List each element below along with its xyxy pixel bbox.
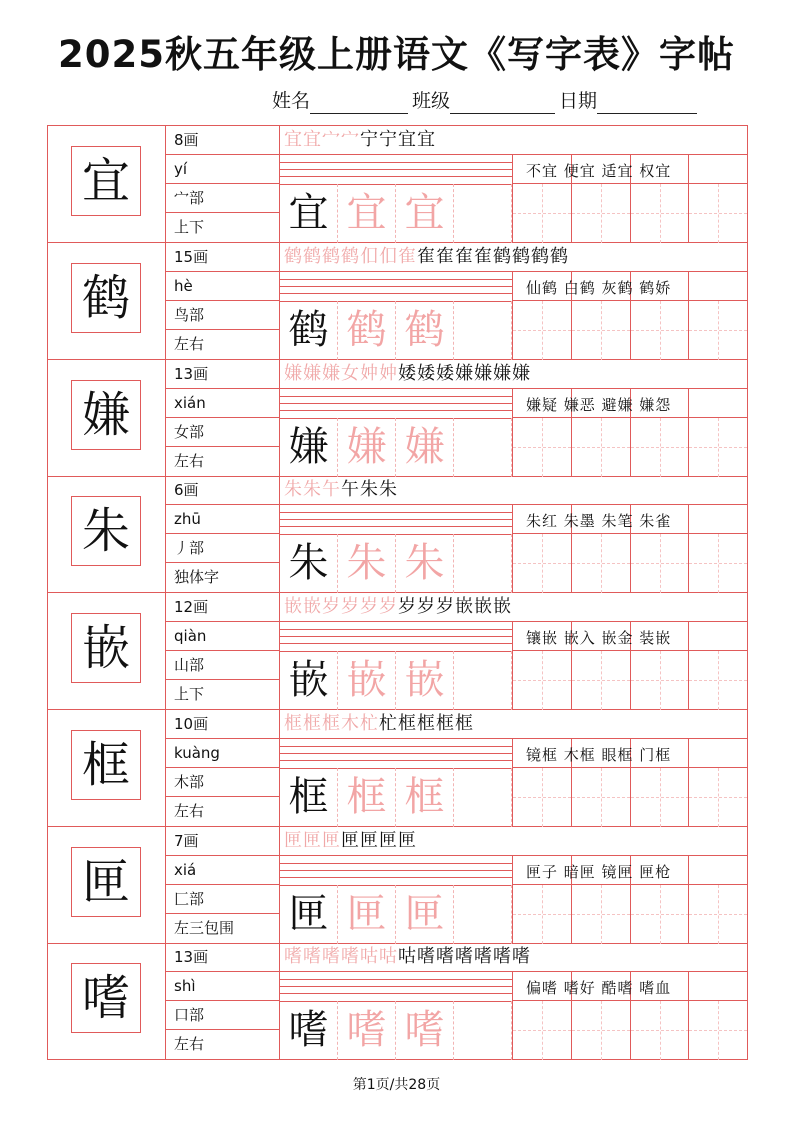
practice-cell[interactable] bbox=[630, 184, 688, 243]
char-info bbox=[166, 943, 280, 1060]
stroke-step: 宜 bbox=[417, 129, 436, 150]
model-char: 嫌 bbox=[280, 418, 338, 477]
trace-char: 框 bbox=[338, 768, 396, 827]
stroke-step: 婑 bbox=[436, 362, 455, 384]
model-char: 嗜 bbox=[280, 1001, 338, 1060]
char-info bbox=[166, 126, 280, 242]
stroke-step: 岁 bbox=[398, 596, 417, 617]
practice-cell[interactable] bbox=[512, 885, 570, 944]
trace-char: 朱 bbox=[396, 534, 454, 593]
stroke-step: 嵌 bbox=[303, 596, 322, 617]
stroke-step: 嗜 bbox=[341, 946, 360, 968]
stroke-sequence bbox=[284, 128, 436, 152]
writing-grid bbox=[280, 943, 747, 1060]
radical-cell: 鸟部 bbox=[166, 301, 279, 330]
stroke-step: 匣 bbox=[398, 829, 417, 851]
practice-cell[interactable] bbox=[571, 768, 629, 827]
stroke-step: 岁 bbox=[341, 596, 360, 617]
stroke-step: 朱 bbox=[303, 479, 322, 501]
example-words: 匣子 暗匣 镜匣 匣枪 bbox=[526, 862, 672, 881]
trace-char: 鹤 bbox=[396, 301, 454, 360]
stroke-step: 杧 bbox=[360, 712, 379, 734]
stroke-step: 鹤 bbox=[493, 245, 512, 267]
char-info bbox=[166, 243, 280, 359]
practice-cell[interactable] bbox=[571, 418, 629, 477]
extra-practice-grid bbox=[512, 184, 747, 243]
practice-cell[interactable] bbox=[630, 651, 688, 710]
stroke-step: 鹤 bbox=[550, 245, 569, 267]
practice-cell[interactable] bbox=[512, 534, 570, 593]
practice-cell[interactable] bbox=[571, 885, 629, 944]
stroke-step: 宀 bbox=[341, 129, 360, 150]
char-info bbox=[166, 827, 280, 943]
practice-cell[interactable] bbox=[688, 184, 746, 243]
class-blank[interactable] bbox=[450, 93, 555, 114]
writing-grid bbox=[280, 360, 747, 476]
stroke-step: 岁 bbox=[379, 596, 398, 617]
stroke-step: 朱 bbox=[284, 479, 303, 501]
writing-grid bbox=[280, 243, 747, 359]
big-char-cell bbox=[48, 360, 166, 476]
trace-char: 框 bbox=[396, 768, 454, 827]
stroke-step: 宜 bbox=[398, 129, 417, 150]
structure-cell: 上下 bbox=[174, 685, 205, 703]
stroke-step: 框 bbox=[436, 712, 455, 734]
practice-row bbox=[280, 885, 460, 944]
stroke-step: 宁 bbox=[360, 129, 379, 150]
big-char-cell bbox=[48, 943, 166, 1060]
practice-cell[interactable] bbox=[688, 768, 746, 827]
stroke-step: 妕 bbox=[360, 362, 379, 384]
stroke-step: 嵌 bbox=[284, 596, 303, 617]
radical-cell: 口部 bbox=[166, 1001, 279, 1030]
big-char: 朱 bbox=[71, 496, 141, 566]
stroke-step: 匣 bbox=[284, 829, 303, 851]
stroke-step: 木 bbox=[341, 712, 360, 734]
practice-cell[interactable] bbox=[512, 1001, 570, 1060]
model-char: 匣 bbox=[280, 885, 338, 944]
trace-char: 嗜 bbox=[338, 1001, 396, 1060]
radical-cell: 女部 bbox=[166, 418, 279, 447]
practice-row bbox=[280, 534, 460, 593]
stroke-step: 框 bbox=[417, 712, 436, 734]
trace-char: 朱 bbox=[338, 534, 396, 593]
big-char-cell bbox=[48, 710, 166, 826]
trace-char: 嫌 bbox=[338, 418, 396, 477]
example-words: 镶嵌 嵌入 嵌金 装嵌 bbox=[526, 629, 672, 647]
stroke-step: 咕 bbox=[360, 946, 379, 968]
practice-cell[interactable] bbox=[630, 301, 688, 360]
stroke-step: 嗜 bbox=[512, 946, 531, 968]
stroke-step: 朱 bbox=[379, 479, 398, 501]
practice-cell[interactable] bbox=[630, 885, 688, 944]
stroke-step: 嫌 bbox=[493, 362, 512, 384]
stroke-step: 婑 bbox=[398, 362, 417, 384]
stroke-order-row bbox=[280, 126, 747, 155]
practice-cell[interactable] bbox=[688, 651, 746, 710]
big-char: 嗜 bbox=[71, 963, 141, 1033]
trace-char: 匣 bbox=[396, 885, 454, 944]
big-char: 嵌 bbox=[71, 613, 141, 683]
practice-cell[interactable] bbox=[512, 184, 570, 243]
stroke-step: 岁 bbox=[436, 596, 455, 617]
char-entry bbox=[48, 593, 747, 710]
extra-practice-grid bbox=[512, 301, 747, 360]
practice-cell[interactable] bbox=[571, 301, 629, 360]
stroke-order-row bbox=[280, 710, 747, 739]
writing-grid bbox=[280, 827, 747, 943]
practice-cell[interactable] bbox=[512, 651, 570, 710]
stroke-step: 杧 bbox=[379, 712, 398, 734]
practice-cell[interactable] bbox=[512, 768, 570, 827]
stroke-step: 嗜 bbox=[417, 946, 436, 968]
trace-char: 嗜 bbox=[396, 1001, 454, 1060]
strokes-cell: 12画 bbox=[166, 593, 279, 622]
trace-char: 匣 bbox=[338, 885, 396, 944]
stroke-step: 咕 bbox=[379, 946, 398, 968]
big-char-cell bbox=[48, 827, 166, 943]
practice-cell[interactable] bbox=[688, 1001, 746, 1060]
practice-cell[interactable] bbox=[630, 534, 688, 593]
stroke-step: 嵌 bbox=[493, 596, 512, 617]
example-words: 仙鹤 白鹤 灰鹤 鹤娇 bbox=[526, 278, 672, 297]
big-char: 宜 bbox=[71, 146, 141, 216]
stroke-step: 框 bbox=[455, 712, 474, 734]
practice-cell[interactable] bbox=[571, 651, 629, 710]
practice-row bbox=[280, 768, 460, 827]
blank-practice-cell[interactable] bbox=[454, 1001, 512, 1060]
strokes-cell: 10画 bbox=[166, 710, 279, 739]
stroke-step: 隺 bbox=[398, 245, 417, 267]
practice-cell[interactable] bbox=[512, 418, 570, 477]
stroke-step: 框 bbox=[322, 712, 341, 734]
pinyin-cell: xián bbox=[166, 389, 279, 418]
example-words: 镜框 木框 眼框 门框 bbox=[526, 745, 672, 764]
example-words: 不宜 便宜 适宜 权宜 bbox=[526, 162, 672, 180]
stroke-step: 宁 bbox=[379, 129, 398, 150]
copybook-sheet bbox=[47, 125, 748, 1060]
stroke-step: 框 bbox=[398, 712, 417, 734]
stroke-step: 嵌 bbox=[474, 596, 493, 617]
stroke-step: 框 bbox=[284, 712, 303, 734]
radical-cell: 丿部 bbox=[166, 534, 279, 563]
stroke-step: 朱 bbox=[360, 479, 379, 501]
stroke-step: 嗜 bbox=[322, 946, 341, 968]
model-char: 鹤 bbox=[280, 301, 338, 360]
writing-grid bbox=[280, 476, 747, 592]
blank-practice-cell[interactable] bbox=[454, 301, 512, 360]
big-char: 框 bbox=[71, 730, 141, 800]
stroke-step: 午 bbox=[322, 479, 341, 501]
stroke-sequence bbox=[284, 829, 417, 853]
stroke-step: 嫌 bbox=[284, 362, 303, 384]
stroke-step: 岁 bbox=[417, 596, 436, 617]
date-label: 日期 bbox=[559, 90, 598, 112]
pinyin-cell: yí bbox=[166, 155, 279, 184]
structure-cell: 上下 bbox=[174, 218, 205, 236]
stroke-step: 隺 bbox=[474, 245, 493, 267]
pinyin-cell: kuàng bbox=[166, 739, 279, 768]
practice-row bbox=[280, 418, 460, 477]
stroke-step: 宀 bbox=[322, 129, 341, 150]
example-words: 朱红 朱墨 朱笔 朱雀 bbox=[526, 512, 672, 531]
stroke-step: 宜 bbox=[284, 129, 303, 150]
structure-cell: 左右 bbox=[174, 1035, 205, 1054]
strokes-cell: 13画 bbox=[166, 360, 279, 389]
stroke-step: 嗜 bbox=[436, 946, 455, 968]
pinyin-cell: hè bbox=[166, 272, 279, 301]
stroke-sequence bbox=[284, 712, 474, 736]
strokes-cell: 6画 bbox=[166, 476, 279, 505]
stroke-step: 岁 bbox=[360, 596, 379, 617]
stroke-step: 隺 bbox=[436, 245, 455, 267]
stroke-order-row bbox=[280, 360, 747, 389]
stroke-step: 匣 bbox=[303, 829, 322, 851]
char-entry bbox=[48, 943, 747, 1060]
stroke-step: 鹤 bbox=[512, 245, 531, 267]
structure-cell: 左右 bbox=[174, 451, 205, 470]
strokes-cell: 7画 bbox=[166, 827, 279, 856]
char-info bbox=[166, 593, 280, 709]
strokes-cell: 15画 bbox=[166, 243, 279, 272]
stroke-step: 嗜 bbox=[455, 946, 474, 968]
stroke-step: 鹤 bbox=[322, 245, 341, 267]
stroke-step: 嗜 bbox=[493, 946, 512, 968]
practice-cell[interactable] bbox=[688, 885, 746, 944]
practice-cell[interactable] bbox=[630, 768, 688, 827]
stroke-step: 宜 bbox=[303, 129, 322, 150]
stroke-step: 㐰 bbox=[360, 245, 379, 267]
extra-practice-grid bbox=[512, 651, 747, 710]
stroke-step: 匣 bbox=[360, 829, 379, 851]
extra-practice-grid bbox=[512, 1001, 747, 1060]
student-info bbox=[272, 88, 701, 114]
trace-char: 宜 bbox=[338, 184, 396, 243]
stroke-step: 隺 bbox=[417, 245, 436, 267]
char-entry bbox=[48, 360, 747, 477]
class-label: 班级 bbox=[412, 90, 451, 112]
name-label: 姓名 bbox=[272, 90, 311, 112]
stroke-sequence bbox=[284, 362, 531, 386]
practice-cell[interactable] bbox=[571, 184, 629, 243]
big-char-cell bbox=[48, 476, 166, 592]
stroke-order-row bbox=[280, 476, 747, 505]
blank-practice-cell[interactable] bbox=[454, 418, 512, 477]
extra-practice-grid bbox=[512, 885, 747, 944]
stroke-step: 岁 bbox=[322, 596, 341, 617]
stroke-sequence bbox=[284, 478, 398, 502]
pinyin-cell: xiá bbox=[166, 856, 279, 885]
blank-practice-cell[interactable] bbox=[454, 768, 512, 827]
stroke-step: 㐰 bbox=[379, 245, 398, 267]
stroke-step: 鹤 bbox=[303, 245, 322, 267]
trace-char: 嵌 bbox=[338, 651, 396, 710]
radical-cell: 山部 bbox=[166, 651, 279, 680]
model-char: 嵌 bbox=[280, 651, 338, 710]
page-footer: 第1页/共28页 bbox=[352, 1077, 441, 1093]
stroke-step: 鹤 bbox=[341, 245, 360, 267]
structure-cell: 左右 bbox=[174, 334, 205, 353]
stroke-step: 咕 bbox=[398, 946, 417, 968]
stroke-step: 嫌 bbox=[322, 362, 341, 384]
big-char: 匣 bbox=[71, 847, 141, 917]
big-char: 嫌 bbox=[71, 380, 141, 450]
practice-cell[interactable] bbox=[688, 301, 746, 360]
big-char-cell bbox=[48, 593, 166, 709]
pinyin-cell: qiàn bbox=[166, 622, 279, 651]
extra-practice-grid bbox=[512, 534, 747, 593]
name-blank[interactable] bbox=[310, 93, 408, 114]
practice-cell[interactable] bbox=[630, 1001, 688, 1060]
stroke-step: 嫌 bbox=[474, 362, 493, 384]
char-entry bbox=[48, 710, 747, 827]
stroke-step: 框 bbox=[303, 712, 322, 734]
char-info bbox=[166, 360, 280, 476]
practice-cell[interactable] bbox=[571, 534, 629, 593]
practice-row bbox=[280, 651, 460, 710]
stroke-step: 女 bbox=[341, 362, 360, 384]
stroke-sequence bbox=[284, 595, 512, 619]
radical-cell: 木部 bbox=[166, 768, 279, 797]
extra-practice-grid bbox=[512, 418, 747, 477]
stroke-step: 匣 bbox=[322, 829, 341, 851]
practice-cell[interactable] bbox=[688, 534, 746, 593]
stroke-step: 嗜 bbox=[284, 946, 303, 968]
trace-char: 嫌 bbox=[396, 418, 454, 477]
practice-row bbox=[280, 301, 460, 360]
radical-cell: 宀部 bbox=[166, 184, 279, 213]
stroke-step: 嫌 bbox=[455, 362, 474, 384]
blank-practice-cell[interactable] bbox=[454, 184, 512, 243]
blank-practice-cell[interactable] bbox=[454, 534, 512, 593]
char-entry bbox=[48, 243, 747, 360]
big-char: 鹤 bbox=[71, 263, 141, 333]
char-info bbox=[166, 476, 280, 592]
char-entry bbox=[48, 126, 747, 243]
stroke-order-row bbox=[280, 243, 747, 272]
stroke-step: 匣 bbox=[379, 829, 398, 851]
stroke-step: 婑 bbox=[417, 362, 436, 384]
stroke-order-row bbox=[280, 827, 747, 856]
trace-char: 嵌 bbox=[396, 651, 454, 710]
example-words: 嫌疑 嫌恶 避嫌 嫌怨 bbox=[526, 395, 672, 414]
pinyin-cell: shì bbox=[166, 972, 279, 1001]
radical-cell: 匚部 bbox=[166, 885, 279, 914]
stroke-step: 午 bbox=[341, 479, 360, 501]
model-char: 宜 bbox=[280, 184, 338, 243]
stroke-step: 鹤 bbox=[284, 245, 303, 267]
writing-grid bbox=[280, 593, 747, 709]
practice-cell[interactable] bbox=[630, 418, 688, 477]
stroke-order-row bbox=[280, 593, 747, 622]
page-title: 2025秋五年级上册语文《写字表》字帖 bbox=[58, 33, 735, 76]
stroke-step: 嫌 bbox=[512, 362, 531, 384]
structure-cell: 左三包围 bbox=[174, 918, 235, 937]
stroke-step: 嗜 bbox=[303, 946, 322, 968]
stroke-step: 妕 bbox=[379, 362, 398, 384]
strokes-cell: 8画 bbox=[166, 126, 279, 155]
practice-cell[interactable] bbox=[571, 1001, 629, 1060]
stroke-sequence bbox=[284, 245, 569, 269]
practice-row bbox=[280, 184, 460, 243]
char-entry bbox=[48, 827, 747, 944]
strokes-cell: 13画 bbox=[166, 943, 279, 972]
blank-practice-cell[interactable] bbox=[454, 651, 512, 710]
char-info bbox=[166, 710, 280, 826]
pinyin-cell: zhū bbox=[166, 505, 279, 534]
structure-cell: 左右 bbox=[174, 801, 205, 820]
date-blank[interactable] bbox=[597, 93, 697, 114]
stroke-order-row bbox=[280, 943, 747, 972]
example-words: 偏嗜 嗜好 酷嗜 嗜血 bbox=[526, 979, 672, 998]
stroke-sequence bbox=[284, 945, 531, 969]
practice-cell[interactable] bbox=[688, 418, 746, 477]
model-char: 框 bbox=[280, 768, 338, 827]
blank-practice-cell[interactable] bbox=[454, 885, 512, 944]
structure-cell: 独体字 bbox=[174, 568, 220, 587]
char-entry bbox=[48, 476, 747, 593]
model-char: 朱 bbox=[280, 534, 338, 593]
trace-char: 宜 bbox=[396, 184, 454, 243]
extra-practice-grid bbox=[512, 768, 747, 827]
practice-row bbox=[280, 1001, 460, 1060]
trace-char: 鹤 bbox=[338, 301, 396, 360]
stroke-step: 嗜 bbox=[474, 946, 493, 968]
big-char-cell bbox=[48, 126, 166, 242]
stroke-step: 鹤 bbox=[531, 245, 550, 267]
writing-grid bbox=[280, 126, 747, 242]
stroke-step: 隺 bbox=[455, 245, 474, 267]
writing-grid bbox=[280, 710, 747, 826]
stroke-step: 匣 bbox=[341, 829, 360, 851]
big-char-cell bbox=[48, 243, 166, 359]
stroke-step: 嫌 bbox=[303, 362, 322, 384]
stroke-step: 嵌 bbox=[455, 596, 474, 617]
practice-cell[interactable] bbox=[512, 301, 570, 360]
